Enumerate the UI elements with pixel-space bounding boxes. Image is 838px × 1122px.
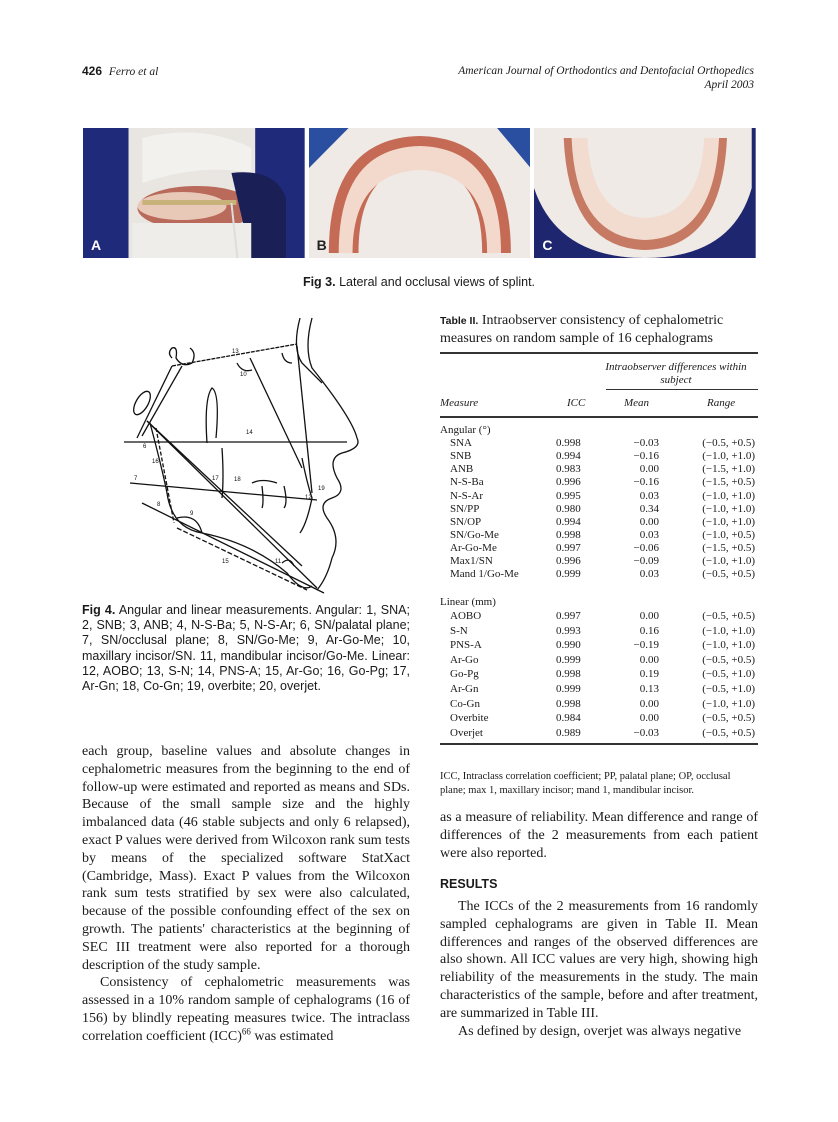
svg-text:15: 15 bbox=[222, 559, 229, 565]
svg-text:9: 9 bbox=[190, 511, 194, 517]
paragraph: Consistency of cephalometric measurements was assessed in a 10% random sample of cephalograms (16 of 156) by blindly repeating measures twice. The intraclass correlation coefficient (ICC)$^{66}$ was estimated bbox=[82, 975, 410, 1044]
section-header-angular: Angular (°) bbox=[440, 424, 491, 436]
figure-3-panel-a-lateral-splint-photo bbox=[83, 128, 305, 258]
svg-text:11: 11 bbox=[275, 559, 282, 565]
table-row: N-S-Ba 0.996 −0.16 (−1.5, +0.5) bbox=[450, 476, 755, 489]
table-row: SN/Go-Me 0.998 0.03 (−1.0, +0.5) bbox=[450, 528, 755, 541]
splint-lateral-image-icon bbox=[83, 128, 305, 258]
svg-text:19: 19 bbox=[318, 486, 325, 492]
figure-3-panels bbox=[83, 128, 756, 258]
table-row: Ar-Go-Me 0.997 −0.06 (−1.5, +0.5) bbox=[450, 541, 755, 554]
table-row: Ar-Gn 0.999 0.13 (−0.5, +1.0) bbox=[450, 683, 755, 695]
issue-date: April 2003 bbox=[704, 79, 754, 91]
table-row: ANB 0.983 0.00 (−1.5, +1.0) bbox=[450, 463, 755, 476]
table-row: PNS-A 0.990 −0.19 (−1.0, +1.0) bbox=[450, 639, 755, 652]
table-group-header: Intraobserver differences within subject bbox=[605, 361, 747, 386]
section-header-linear: Linear (mm) bbox=[440, 595, 496, 608]
figure-3-label: Fig 3. bbox=[302, 275, 336, 289]
table-2-title-text: Intraobserver consistency of cephalometric measures on random sample of 16 cephalograms bbox=[440, 313, 724, 346]
paragraph: As defined by design, overjet was always negative bbox=[458, 1023, 742, 1039]
table-row: Overjet 0.989 −0.03 (−0.5, +0.5) bbox=[450, 726, 755, 739]
svg-text:16: 16 bbox=[152, 459, 159, 465]
figure-4-cephalometric-tracing bbox=[112, 308, 412, 598]
section-heading-results: RESULTS bbox=[440, 877, 498, 891]
table-2-footnote: ICC, Intraclass correlation coefficient; PP, palatal plane; OP, occlusal plane; max 1, maxillary incisor; mand 1, mandibular incisor. bbox=[440, 771, 731, 796]
figure-4-caption bbox=[82, 603, 410, 694]
table-row: Co-Gn 0.998 0.00 (−1.0, +1.0) bbox=[450, 697, 755, 710]
column-header-icc: ICC bbox=[567, 397, 586, 409]
table-row: N-S-Ar 0.995 0.03 (−1.0, +1.0) bbox=[450, 489, 755, 502]
table-row: Go-Pg 0.998 0.19 (−0.5, +1.0) bbox=[450, 668, 755, 681]
svg-text:8: 8 bbox=[157, 502, 161, 508]
figure-4-label: Fig 4. bbox=[82, 603, 116, 617]
figure-3-panel-c-lower-occlusal-photo bbox=[534, 128, 756, 258]
body-text-right-column bbox=[440, 809, 758, 862]
table-top-rule bbox=[440, 352, 758, 354]
table-row: AOBO 0.997 0.00 (−0.5, +0.5) bbox=[450, 610, 755, 622]
column-header-range: Range bbox=[707, 397, 736, 409]
table-row: Overbite 0.984 0.00 (−0.5, +0.5) bbox=[450, 712, 755, 725]
paragraph: each group, baseline values and absolute changes in cephalometric measures from the beginning to the end of follow-up were estimated and reported as means and SDs. Because of the small sample size and the highly imbalanced data (46 stable subjects and only 6 relapsed), exact P values were derived from Wilcoxon rank sum tests by means of the specialized software StatXact (Cambridge, Mass). Exact P values from the Wilcoxon rank sum tests stratified by sex were also calculated, because of the possible confounding effect of the sex on growth. The patients' characteristics at the beginning of SEC III treatment were also reported for a thorough description of the study sample. bbox=[82, 744, 410, 973]
page-number: 426 bbox=[82, 64, 103, 78]
table-row: SN/PP 0.980 0.34 (−1.0, +1.0) bbox=[450, 502, 755, 515]
svg-text:13: 13 bbox=[232, 349, 239, 355]
header-bottom-rule bbox=[440, 416, 758, 418]
figure-3-panel-b-upper-occlusal-photo bbox=[309, 128, 531, 258]
running-authors: Ferro et al bbox=[108, 66, 159, 78]
svg-text:14: 14 bbox=[246, 430, 253, 436]
table-row: Max1/SN 0.996 −0.09 (−1.0, +1.0) bbox=[450, 555, 755, 567]
table-2-title bbox=[440, 312, 758, 347]
table-row: SNA 0.998 −0.03 (−0.5, +0.5) bbox=[450, 437, 755, 450]
journal-name: American Journal of Orthodontics and Dentofacial Orthopedics bbox=[458, 65, 754, 77]
splint-upper-occlusal-image-icon bbox=[309, 128, 531, 258]
table-2-label: Table II. bbox=[440, 315, 479, 327]
results-text bbox=[440, 898, 758, 1040]
panel-label-a: A bbox=[91, 237, 102, 253]
paragraph: as a measure of reliability. Mean difference and range of differences of the 2 measurements from each patient were also reported. bbox=[440, 810, 758, 861]
table-bottom-rule bbox=[440, 743, 758, 745]
table-row: S-N 0.993 0.16 (−1.0, +1.0) bbox=[450, 624, 755, 637]
paragraph: The ICCs of the 2 measurements from 16 randomly sampled cephalograms are given in Table II. Mean differences and ranges of the observed differences are also shown. All ICC values are very high, showing high reliability of the measurements in the study. The main characteristics of the sample, before and after treatment, are summarized in Table III. bbox=[440, 899, 758, 1021]
svg-text:10: 10 bbox=[240, 372, 247, 378]
svg-text:17: 17 bbox=[212, 476, 219, 482]
body-text-left-column bbox=[82, 743, 410, 1046]
panel-label-c: C bbox=[542, 237, 553, 253]
running-header-left bbox=[82, 64, 158, 78]
figure-3-caption bbox=[0, 275, 838, 289]
column-header-mean: Mean bbox=[624, 397, 650, 409]
running-header-right bbox=[458, 64, 754, 92]
svg-text:12: 12 bbox=[305, 495, 312, 501]
column-header-measure: Measure bbox=[440, 397, 479, 409]
table-row: SNB 0.994 −0.16 (−1.0, +1.0) bbox=[450, 450, 755, 463]
cephalometric-tracing-icon bbox=[112, 308, 412, 598]
splint-lower-occlusal-image-icon bbox=[534, 128, 756, 258]
svg-text:7: 7 bbox=[134, 476, 138, 482]
table-row: Mand 1/Go-Me 0.999 0.03 (−0.5, +0.5) bbox=[450, 568, 755, 581]
table-row: SN/OP 0.994 0.00 (−1.0, +1.0) bbox=[450, 515, 755, 528]
svg-text:6: 6 bbox=[143, 444, 147, 450]
figure-3-caption-text: Lateral and occlusal views of splint. bbox=[339, 275, 536, 289]
figure-4-caption-text: Angular and linear measurements. Angular: 1, SNA; 2, SNB; 3, ANB; 4, N-S-Ba; 5, N-S-Ar; 6, SN/palatal plane; 7, SN/occlusal plane; 8, SN/Go-Me; 9, Ar-Go-Me; 10, maxillary incisor/SN. 11, mandibular incisor/Go-Me. Linear: 12, AOBO; 13, S-N; 14, PNS-A; 15, Ar-Go; 16, Go-Pg; 17, Ar-Gn; 18, Co-Gn; 19, overbite; 20, overjet. bbox=[82, 603, 410, 694]
svg-text:18: 18 bbox=[234, 477, 241, 483]
panel-label-b: B bbox=[316, 237, 327, 253]
table-row: Ar-Go 0.999 0.00 (−0.5, +0.5) bbox=[450, 653, 755, 666]
group-header-rule bbox=[606, 389, 758, 390]
